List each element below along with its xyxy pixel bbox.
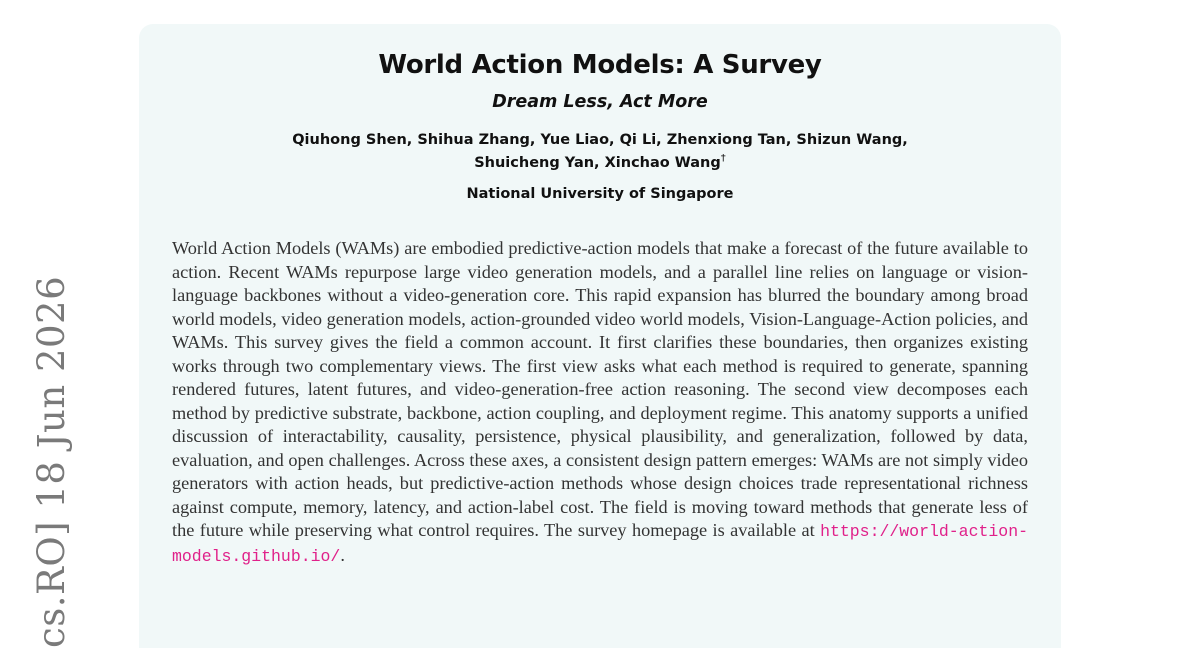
arxiv-stamp-text: cs.RO] 18 Jun 2026 — [30, 275, 73, 648]
abstract-text: World Action Models (WAMs) are embodied predictive-action models that make a forecast of the future available to action. Recent WAMs repurpose large video generation models, and a parallel line relies on language or vision-language backbones without a video-generation core. This rapid expansion has blurred the boundary among broad world models, video generation models, action-grounded video world models, Vision-Language-Action policies, and WAMs. This survey gives the field a common account. It first clarifies these boundaries, then organizes existing works through two complementary views. The first view asks what each method is required to generate, spanning rendered futures, latent futures, and video-generation-free action reasoning. The second view decomposes each method by predictive substrate, backbone, action coupling, and deployment regime. This anatomy supports a unified discussion of interactability, causality, persistence, physical plausibility, and generalization, followed by data, evaluation, and open challenges. Across these axes, a consistent design pattern emerges: WAMs are not simply video generators with action heads, but predictive-action methods whose design choices trade representational richness against compute, memory, latency, and action-label cost. The field is moving toward methods that generate less of the future while preserving what control requires. The survey homepage is available at — [172, 238, 1028, 540]
corresponding-author-mark: † — [720, 153, 726, 165]
author-list — [260, 129, 940, 175]
affiliation: National University of Singapore — [466, 186, 734, 202]
authors-line-2: Shuicheng Yan, Xinchao Wang — [474, 155, 721, 171]
authors-line-1: Qiuhong Shen, Shihua Zhang, Yue Liao, Qi Li, Zhenxiong Tan, Shizun Wang, — [292, 132, 908, 148]
homepage-link[interactable]: https://world-action-models.github.io/ — [172, 522, 1028, 566]
abstract — [172, 237, 1028, 568]
paper-title: World Action Models: A Survey — [378, 50, 822, 80]
abstract-end: . — [340, 544, 345, 565]
paper-subtitle: Dream Less, Act More — [492, 92, 708, 112]
